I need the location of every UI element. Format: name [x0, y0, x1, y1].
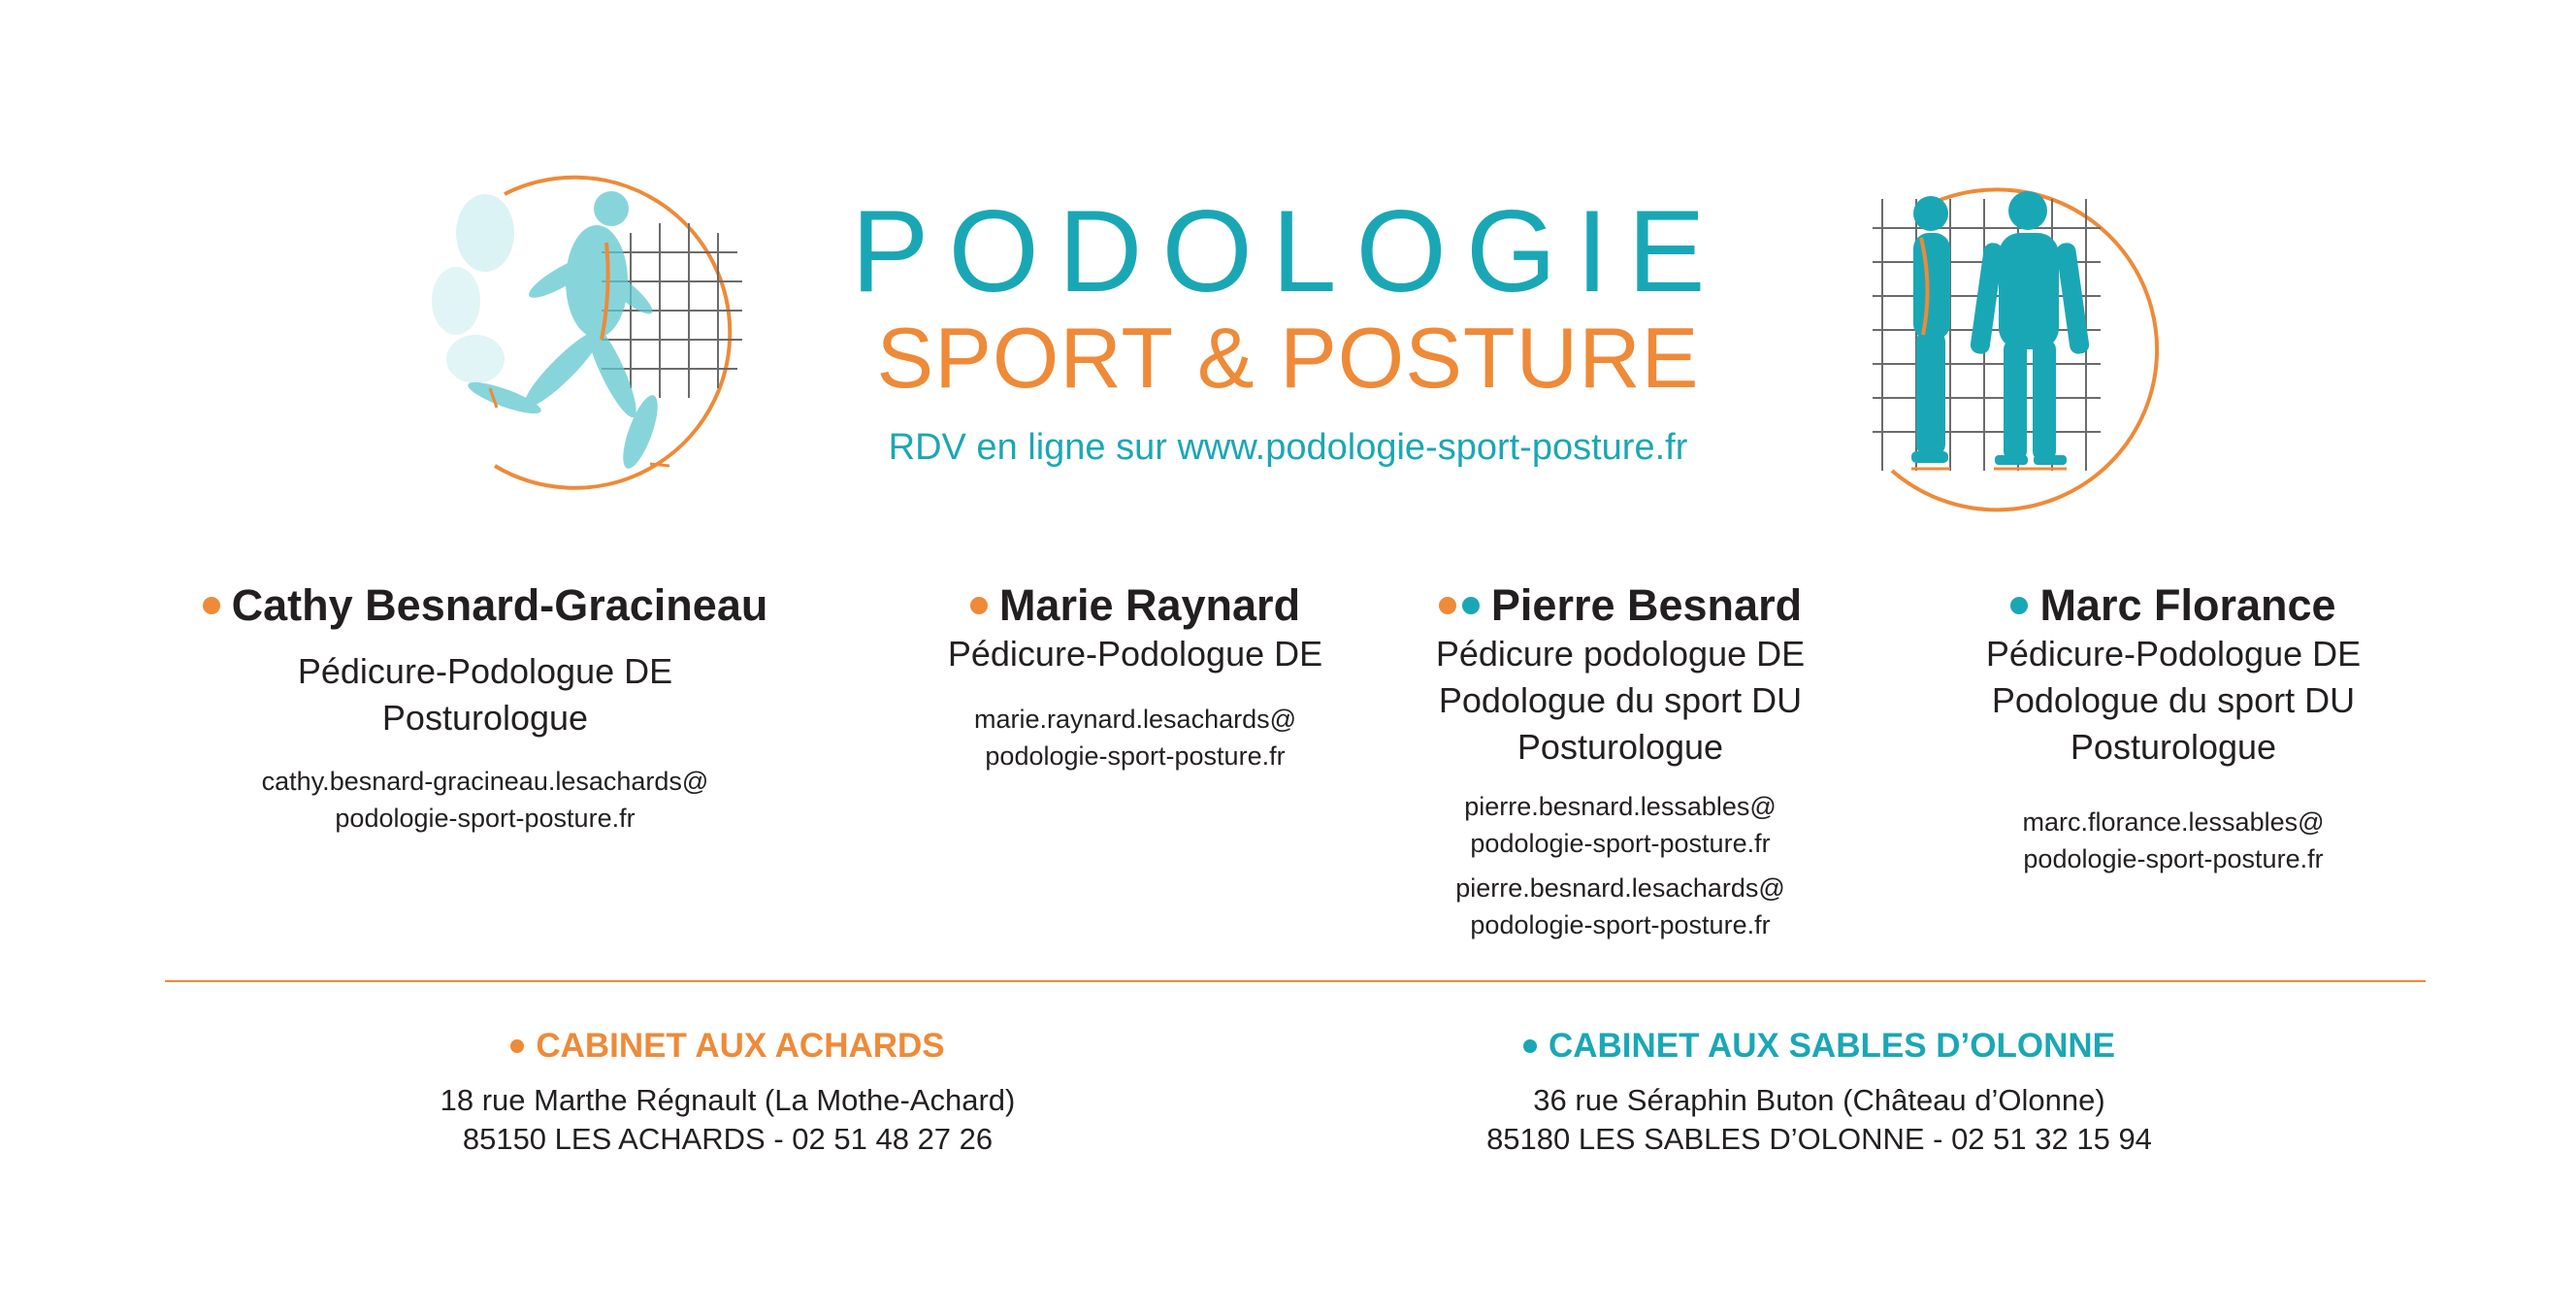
teal-dot-icon	[2010, 597, 2028, 614]
email-local: marc.florance.lessables@	[2022, 807, 2325, 837]
name-text: Marc Florance	[2039, 580, 2336, 630]
teal-dot-icon	[1523, 1039, 1537, 1053]
role: Pédicure podologue DE	[1435, 634, 1806, 674]
cabinet-achards	[340, 1027, 1116, 1159]
email-local: pierre.besnard.lessables@	[1464, 792, 1777, 821]
practitioner-name	[1902, 580, 2445, 631]
cabinet-title	[1407, 1027, 2232, 1066]
practitioner-marc	[1902, 580, 2445, 877]
email-domain: podologie-sport-posture.fr	[1470, 910, 1771, 939]
location-dots	[2010, 597, 2028, 614]
role: Posturologue	[381, 698, 589, 738]
email-domain: podologie-sport-posture.fr	[1470, 829, 1771, 858]
role: Podologue du sport DU	[1991, 680, 2356, 720]
location-dots	[970, 597, 988, 614]
cabinet-address-line: 18 rue Marthe Régnault (La Mothe-Achard)	[440, 1083, 1016, 1117]
email-domain: podologie-sport-posture.fr	[985, 741, 1286, 771]
name-text: Cathy Besnard-Gracineau	[231, 580, 768, 630]
practitioner-pierre	[1349, 580, 1892, 943]
practitioner-name	[854, 580, 1417, 631]
role: Pédicure-Podologue DE	[1985, 634, 2362, 674]
page-subtitle: SPORT & POSTURE	[876, 310, 1700, 406]
cabinet-address-line: 85150 LES ACHARDS - 02 51 48 27 26	[462, 1122, 994, 1156]
email-local: pierre.besnard.lesachards@	[1455, 873, 1785, 903]
role: Posturologue	[1516, 727, 1724, 767]
orange-dot-icon	[510, 1039, 524, 1053]
email-link[interactable]	[194, 763, 776, 837]
practitioner-marie	[854, 580, 1417, 774]
email-link[interactable]	[1349, 870, 1892, 943]
location-dots	[203, 597, 220, 614]
page-title: PODOLOGIE	[851, 186, 1725, 316]
cabinet-sables	[1407, 1027, 2232, 1159]
cabinet-address-line: 36 rue Séraphin Buton (Château d’Olonne)	[1533, 1083, 2105, 1117]
orange-dot-icon	[1439, 597, 1456, 614]
rdv-link[interactable]: RDV en ligne sur www.podologie-sport-posture.fr	[888, 427, 1688, 468]
email-local: cathy.besnard-gracineau.lesachards@	[261, 767, 709, 796]
email-domain: podologie-sport-posture.fr	[335, 804, 636, 833]
email-domain: podologie-sport-posture.fr	[2023, 844, 2324, 873]
email-link[interactable]	[1902, 804, 2445, 877]
cabinet-title	[340, 1027, 1116, 1066]
location-dots	[1439, 597, 1480, 614]
orange-dot-icon	[203, 597, 220, 614]
name-text: Pierre Besnard	[1490, 580, 1803, 630]
orange-dot-icon	[970, 597, 988, 614]
role: Podologue du sport DU	[1438, 680, 1803, 720]
practitioner-name	[194, 580, 776, 631]
email-link[interactable]	[854, 701, 1417, 774]
practitioner-cathy	[194, 580, 776, 837]
role: Pédicure-Podologue DE	[947, 634, 1323, 674]
practitioner-name	[1349, 580, 1892, 631]
role: Pédicure-Podologue DE	[297, 651, 673, 691]
name-text: Marie Raynard	[998, 580, 1301, 630]
divider	[165, 980, 2426, 982]
cabinet-title-text: CABINET AUX ACHARDS	[536, 1027, 945, 1065]
email-link[interactable]	[1349, 788, 1892, 862]
teal-dot-icon	[1462, 597, 1480, 614]
email-local: marie.raynard.lesachards@	[973, 705, 1297, 734]
cabinet-title-text: CABINET AUX SABLES D’OLONNE	[1548, 1027, 2115, 1065]
cabinet-address-line: 85180 LES SABLES D’OLONNE - 02 51 32 15 94	[1486, 1122, 2152, 1156]
role: Posturologue	[2070, 727, 2277, 767]
